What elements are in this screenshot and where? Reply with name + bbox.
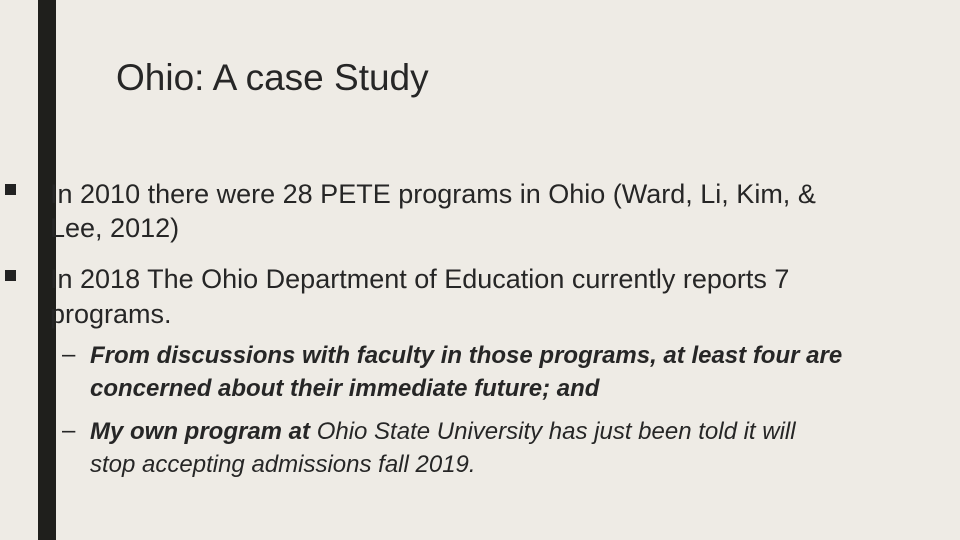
square-bullet-icon bbox=[5, 270, 16, 281]
bullet-text: In 2018 The Ohio Department of Education currently reports 7 bbox=[50, 264, 790, 294]
square-bullet-icon bbox=[5, 184, 16, 195]
bullet-text: In 2010 there were 28 PETE programs in Ohio (Ward, Li, Kim, & bbox=[50, 179, 816, 209]
sub-bullet-text bbox=[90, 448, 960, 481]
dash-bullet-icon: – bbox=[62, 341, 76, 368]
bullet-text: programs. bbox=[50, 299, 172, 329]
sub-bullet-text: concerned about their immediate future; and bbox=[90, 375, 600, 402]
sub-bullet-text bbox=[90, 415, 960, 448]
sub-bullet-text: From discussions with faculty in those programs, at least four are bbox=[90, 342, 843, 369]
sub-bullet-rest: Ohio State University has just been told it will bbox=[316, 418, 796, 445]
dash-bullet-icon: – bbox=[62, 417, 76, 444]
slide-title: Ohio: A case Study bbox=[116, 57, 429, 98]
sub-bullet-rest: stop accepting admissions fall 2019. bbox=[90, 451, 476, 478]
sub-bullet-emphasis: My own program at bbox=[90, 418, 317, 445]
bullet-text: Lee, 2012) bbox=[50, 213, 180, 243]
